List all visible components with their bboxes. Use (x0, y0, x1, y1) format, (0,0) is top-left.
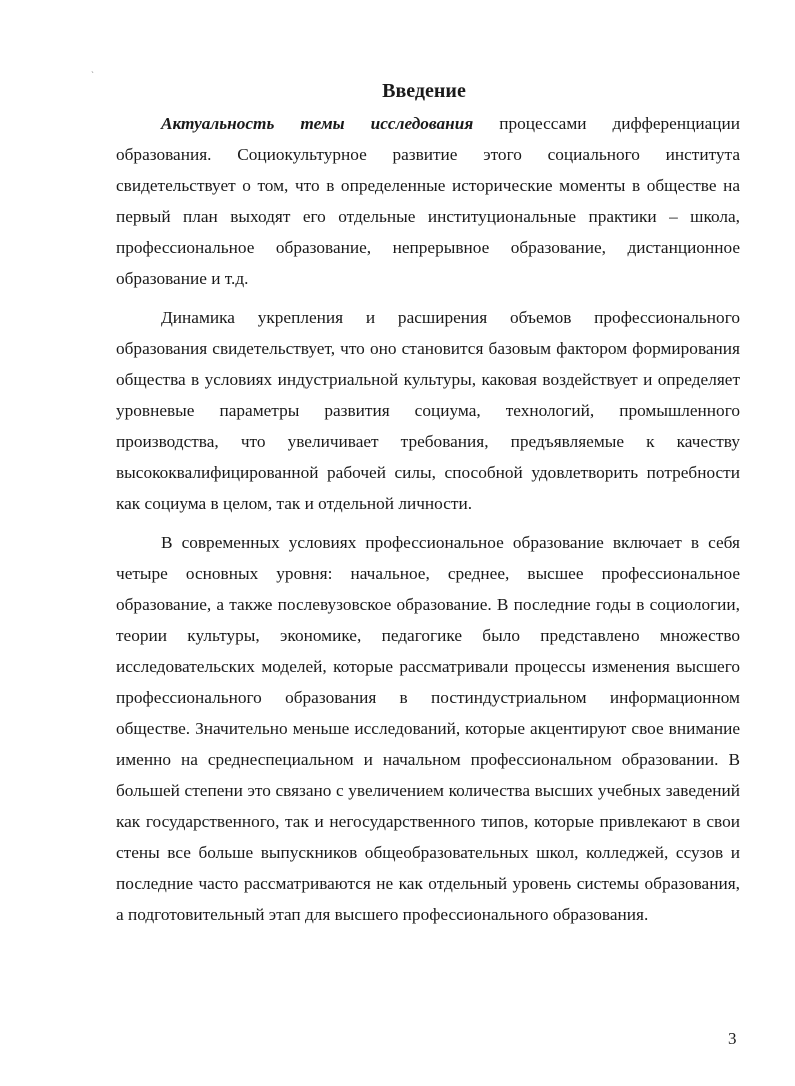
page-number: 3 (728, 1029, 737, 1048)
paragraph-3: В современных условиях профессиональное образование включает в себя четыре основных уровня: начальное, среднее, высшее профессиональное образование, а также послевузовское образование. В последние годы в социологии, теории культуры, экономике, педагогике было представлено множество исследовательских моделей, которые рассматривали процессы изменения высшего профессионального образования в постиндустриальном информационном обществе. Значительно меньше исследований, которые акцентируют свое внимание именно на среднеспециальном и начальном профессиональном образовании. В большей степени это связано с увеличением количества высших учебных заведений как государственного, так и негосударственного типов, которые привлекают в свои стены все больше выпускников общеобразовательных школ, колледжей, ссузов и последние часто рассматриваются не как отдельный уровень системы образования, а подготовительный этап для высшего профессионального образования. (116, 533, 740, 924)
paragraph-2: Динамика укрепления и расширения объемов профессионального образования свидетельствует, что оно становится базовым фактором формирования общества в условиях индустриальной культуры, каковая воздействует и определяет уровневые параметры развития социума, технологий, промышленного производства, что увеличивает требования, предъявляемые к качеству высококвалифицированной рабочей силы, способной удовлетворить потребности как социума в целом, так и отдельной личности. (116, 308, 740, 513)
paragraph-1-lead: Актуальность темы исследования (161, 114, 474, 133)
paragraph-1-text: процессами дифференциации образования. Социокультурное развитие этого социального института свидетельствует о том, что в определенные исторические моменты в обществе на первый план выходят его отдельные институциональные практики – школа, профессиональное образование, непрерывное образование, дистанционное образование и т.д. (116, 114, 740, 288)
paragraph-1 (116, 108, 740, 294)
scan-mark: ` (91, 70, 94, 80)
body-text (116, 108, 740, 930)
page-title: Введение (382, 80, 466, 102)
